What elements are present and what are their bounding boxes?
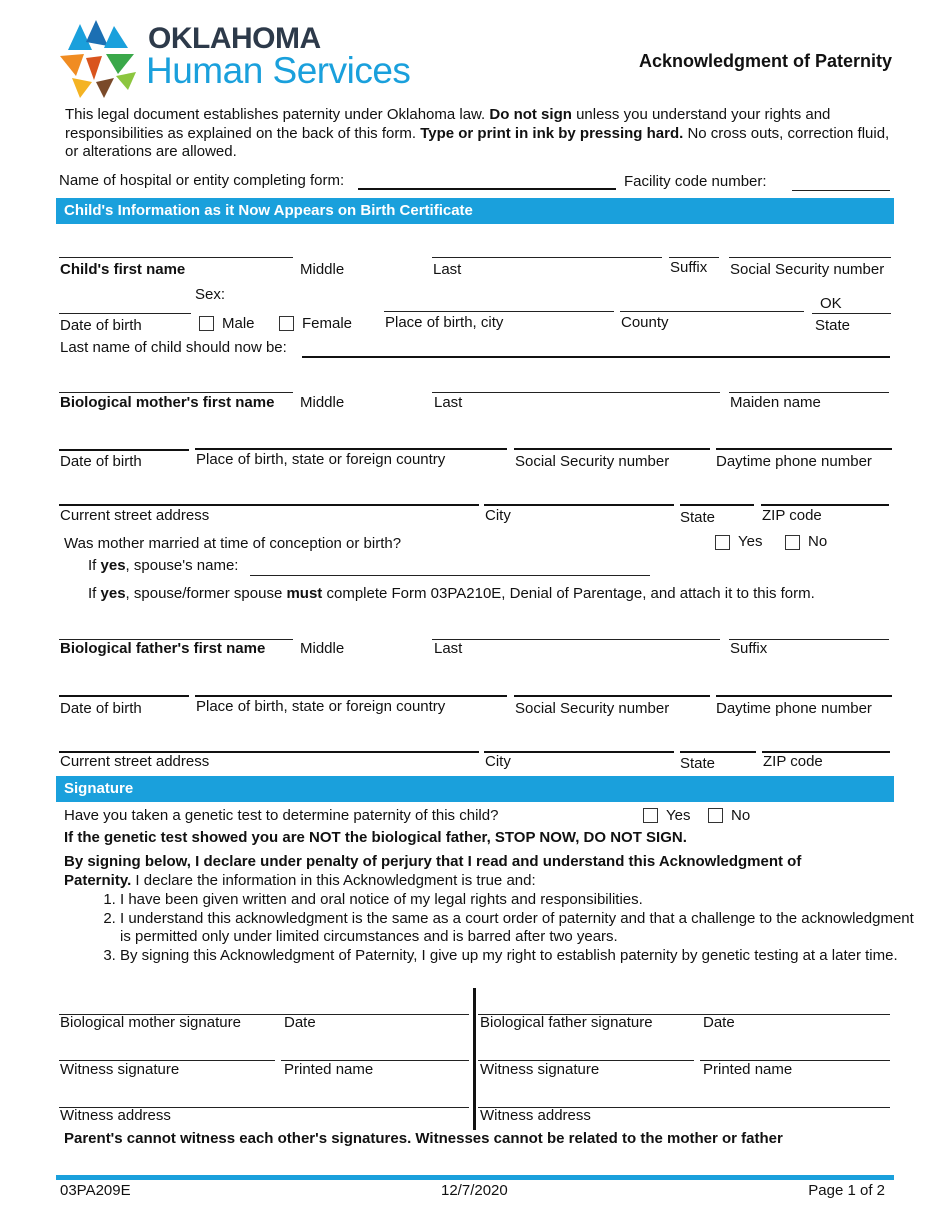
document-title: Acknowledgment of Paternity bbox=[638, 51, 892, 71]
mother-witness-name-label: Printed name bbox=[284, 1061, 374, 1078]
child-section-header: Child's Information as it Now Appears on Birth Certificate bbox=[56, 198, 894, 224]
signature-section-header: Signature bbox=[56, 776, 894, 802]
child-first-name-field[interactable] bbox=[59, 257, 293, 258]
child-state-field[interactable] bbox=[812, 313, 891, 314]
mother-signature-label: Biological mother signature bbox=[60, 1014, 241, 1031]
child-suffix-field[interactable] bbox=[669, 257, 719, 258]
child-first-name-label: Child's first name bbox=[60, 261, 186, 278]
married-question: Was mother married at time of conception or birth? bbox=[64, 535, 402, 552]
genetic-no-checkbox[interactable] bbox=[708, 808, 723, 823]
married-no-checkbox[interactable] bbox=[785, 535, 800, 550]
child-pob-city-label: Place of birth, city bbox=[385, 314, 504, 331]
declaration-list bbox=[100, 891, 915, 965]
mother-maiden-field[interactable] bbox=[729, 392, 889, 393]
mother-phone-label: Daytime phone number bbox=[716, 453, 872, 470]
mother-address-field[interactable] bbox=[59, 504, 479, 506]
father-date-label: Date bbox=[703, 1014, 735, 1031]
genetic-yes-checkbox[interactable] bbox=[643, 808, 658, 823]
father-witness-name-label: Printed name bbox=[703, 1061, 793, 1078]
child-dob-label: Date of birth bbox=[60, 317, 142, 334]
mother-witness-signature-label: Witness signature bbox=[60, 1061, 180, 1078]
child-last-label: Last bbox=[433, 261, 462, 278]
child-last-name-field[interactable] bbox=[432, 257, 662, 258]
logo-human-services: Human Services bbox=[146, 50, 411, 91]
spouse-name-label: If yes, spouse's name: bbox=[88, 557, 239, 574]
mother-middle-label: Middle bbox=[300, 394, 345, 411]
genetic-yes-label: Yes bbox=[666, 807, 691, 824]
child-state-value: OK bbox=[820, 295, 842, 312]
page-number: Page 1 of 2 bbox=[808, 1182, 885, 1199]
mother-dob-field[interactable] bbox=[59, 449, 189, 451]
mother-ssn-label: Social Security number bbox=[515, 453, 670, 470]
mother-witness-address-label: Witness address bbox=[60, 1107, 171, 1124]
mother-dob-label: Date of birth bbox=[60, 453, 142, 470]
mother-last-name-field[interactable] bbox=[432, 392, 720, 393]
mother-maiden-label: Maiden name bbox=[730, 394, 821, 411]
mother-phone-field[interactable] bbox=[716, 448, 892, 450]
mother-pob-label: Place of birth, state or foreign country bbox=[196, 451, 446, 468]
declaration-item: 1. I have been given written and oral notice of my legal rights and responsibilities. bbox=[120, 891, 915, 910]
child-pob-city-field[interactable] bbox=[384, 311, 614, 312]
hospital-label: Name of hospital or entity completing form: bbox=[59, 172, 345, 189]
sex-label: Sex: bbox=[195, 286, 226, 303]
child-ssn-field[interactable] bbox=[729, 257, 891, 258]
last-name-now-field[interactable] bbox=[302, 356, 890, 358]
stop-warning: If the genetic test showed you are NOT the biological father, STOP NOW, DO NOT SIGN. bbox=[64, 829, 687, 846]
father-ssn-field[interactable] bbox=[514, 695, 710, 697]
father-dob-label: Date of birth bbox=[60, 700, 142, 717]
hospital-input-line[interactable] bbox=[358, 188, 616, 190]
child-dob-field[interactable] bbox=[59, 313, 191, 314]
female-checkbox[interactable] bbox=[279, 316, 294, 331]
father-city-field[interactable] bbox=[484, 751, 674, 753]
mother-ssn-field[interactable] bbox=[514, 448, 710, 450]
child-county-field[interactable] bbox=[620, 311, 804, 312]
declaration-item: 3. By signing this Acknowledgment of Paternity, I give up my right to establish paternity by genetic testing at a later time. bbox=[120, 947, 915, 966]
footer-rule bbox=[56, 1175, 894, 1180]
father-pob-field[interactable] bbox=[195, 695, 507, 697]
signature-divider bbox=[473, 988, 476, 1130]
mother-state-label: State bbox=[680, 509, 716, 526]
father-witness-signature-label: Witness signature bbox=[480, 1061, 600, 1078]
mother-city-field[interactable] bbox=[484, 504, 674, 506]
married-yes-checkbox[interactable] bbox=[715, 535, 730, 550]
male-label: Male bbox=[222, 315, 255, 332]
facility-code-input-line[interactable] bbox=[792, 190, 890, 191]
child-middle-label: Middle bbox=[300, 261, 345, 278]
female-label: Female bbox=[302, 315, 353, 332]
father-pob-label: Place of birth, state or foreign country bbox=[196, 698, 446, 715]
mother-first-name-label: Biological mother's first name bbox=[60, 394, 275, 411]
last-name-now-label: Last name of child should now be: bbox=[60, 339, 287, 356]
witness-rule-note: Parent's cannot witness each other's signatures. Witnesses cannot be related to the mother or father bbox=[64, 1130, 783, 1147]
mother-last-label: Last bbox=[434, 394, 463, 411]
mother-pob-field[interactable] bbox=[195, 448, 507, 450]
mother-state-field[interactable] bbox=[680, 504, 754, 506]
spouse-denial-note: If yes, spouse/former spouse must complete Form 03PA210E, Denial of Parentage, and attach it to this form. bbox=[88, 585, 815, 602]
married-no-label: No bbox=[808, 533, 828, 550]
father-city-label: City bbox=[485, 753, 511, 770]
dhs-logo-mark bbox=[58, 20, 140, 100]
father-address-label: Current street address bbox=[60, 753, 210, 770]
mother-address-label: Current street address bbox=[60, 507, 210, 524]
mother-first-name-field[interactable] bbox=[59, 392, 293, 393]
form-number: 03PA209E bbox=[60, 1182, 131, 1199]
spouse-name-field[interactable] bbox=[250, 575, 650, 576]
declaration-paragraph: By signing below, I declare under penalty of perjury that I read and understand this Acknowledgment of Paternity. I declare the information in this Acknowledgment is true and: bbox=[64, 853, 802, 889]
father-dob-field[interactable] bbox=[59, 695, 189, 697]
logo-oklahoma: OKLAHOMA bbox=[148, 22, 321, 55]
father-last-name-field[interactable] bbox=[432, 639, 720, 640]
father-middle-label: Middle bbox=[300, 640, 345, 657]
form-date: 12/7/2020 bbox=[441, 1182, 508, 1199]
child-county-label: County bbox=[621, 314, 669, 331]
mother-city-label: City bbox=[485, 507, 511, 524]
father-suffix-label: Suffix bbox=[730, 640, 768, 657]
mother-zip-field[interactable] bbox=[761, 504, 889, 506]
genetic-no-label: No bbox=[731, 807, 751, 824]
father-state-label: State bbox=[680, 755, 716, 772]
father-witness-address-label: Witness address bbox=[480, 1107, 591, 1124]
genetic-test-question: Have you taken a genetic test to determine paternity of this child? bbox=[64, 807, 499, 824]
father-zip-label: ZIP code bbox=[763, 753, 823, 770]
child-suffix-label: Suffix bbox=[670, 259, 708, 276]
father-ssn-label: Social Security number bbox=[515, 700, 670, 717]
child-state-label: State bbox=[815, 317, 851, 334]
father-state-field[interactable] bbox=[680, 751, 756, 753]
mother-date-label: Date bbox=[284, 1014, 316, 1031]
father-phone-label: Daytime phone number bbox=[716, 700, 872, 717]
father-phone-field[interactable] bbox=[716, 695, 892, 697]
mother-zip-label: ZIP code bbox=[762, 507, 822, 524]
child-ssn-label: Social Security number bbox=[730, 261, 885, 278]
father-signature-label: Biological father signature bbox=[480, 1014, 653, 1031]
intro-paragraph: This legal document establishes paternity under Oklahoma law. Do not sign unless you understand your rights and responsibilities as explained on the back of this form. Type or print in ink by pressing hard. No cross outs, correction fluid, or alterations are allowed. bbox=[65, 106, 890, 160]
male-checkbox[interactable] bbox=[199, 316, 214, 331]
father-first-name-label: Biological father's first name bbox=[60, 640, 266, 657]
married-yes-label: Yes bbox=[738, 533, 763, 550]
facility-code-label: Facility code number: bbox=[624, 173, 767, 190]
declaration-item: 2. I understand this acknowledgment is the same as a court order of paternity and that a challenge to the acknowledgment is permitted only under limited circumstances and is barred after two years. bbox=[120, 910, 915, 947]
father-last-label: Last bbox=[434, 640, 463, 657]
